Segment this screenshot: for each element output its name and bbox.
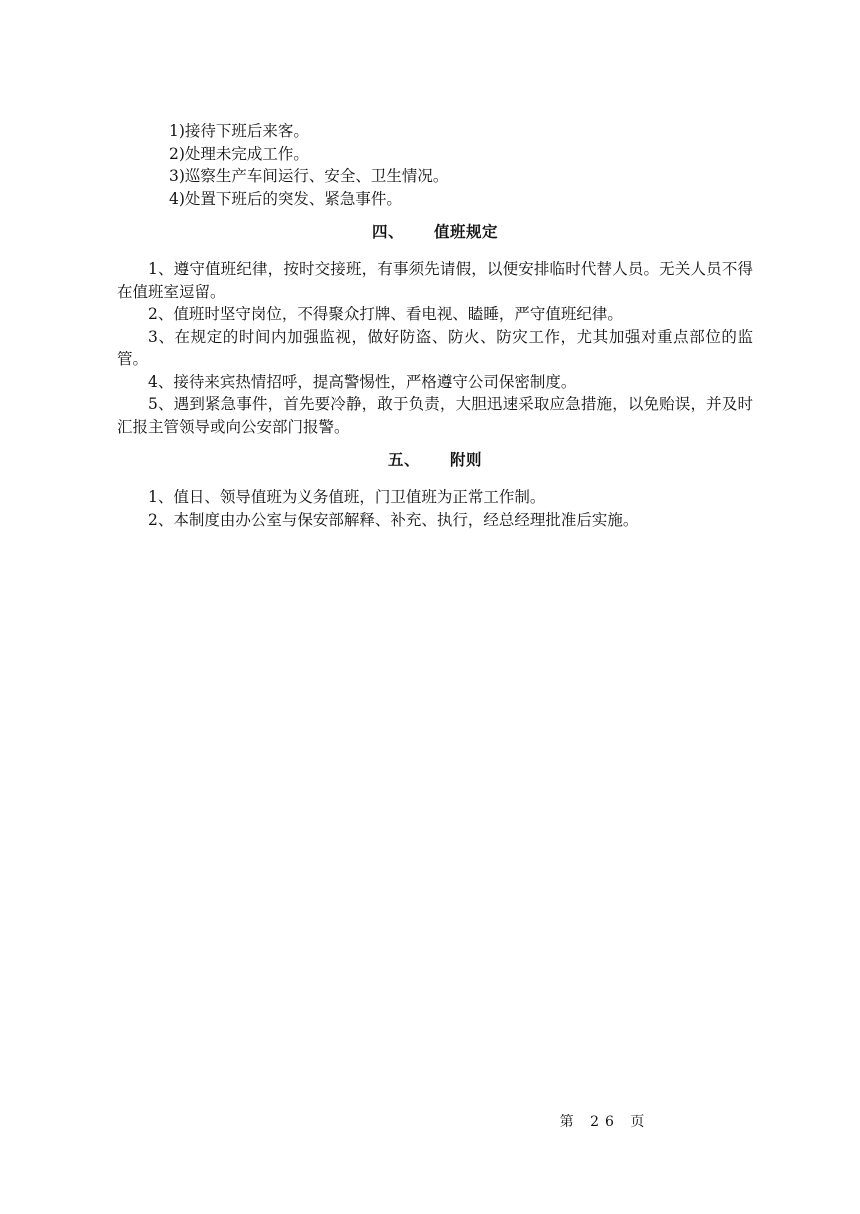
list-item: 3)巡察生产车间运行、安全、卫生情况。 (169, 167, 449, 185)
paragraph: 4、接待来宾热情招呼，提高警惕性，严格遵守公司保密制度。 (148, 372, 577, 391)
document-body (117, 120, 753, 531)
section-number: 五、 (387, 451, 420, 469)
section-title: 值班规定 (434, 223, 499, 241)
paragraph: 2、本制度由办公室与保安部解释、补充、执行，经总经理批准后实施。 (148, 510, 639, 529)
section-heading-4 (117, 221, 753, 243)
section-heading-5 (117, 449, 753, 471)
section-5-body (117, 486, 753, 531)
section-title: 附则 (450, 451, 483, 469)
page-number: 第 26 页 (559, 1114, 651, 1130)
section-4-body (117, 258, 753, 438)
page-footer (0, 1112, 860, 1132)
paragraph: 3、在规定的时间内加强监视，做好防盗、防火、防灾工作，尤其加强对重点部位的监管。 (117, 327, 753, 368)
paragraph: 5、遇到紧急事件，首先要冷静，敢于负责，大胆迅速采取应急措施，以免贻误，并及时汇报主管领导或向公安部门报警。 (117, 395, 753, 436)
list-item: 4)处置下班后的突发、紧急事件。 (169, 189, 402, 208)
list-item: 1)接待下班后来客。 (169, 122, 309, 140)
list-item: 2)处理未完成工作。 (169, 144, 309, 163)
paragraph: 1、遵守值班纪律，按时交接班，有事须先请假，以便安排临时代替人员。无关人员不得在值班室逗留。 (117, 260, 753, 301)
section-number: 四、 (371, 223, 404, 241)
paragraph: 2、值班时坚守岗位，不得聚众打牌、看电视、瞌睡，严守值班纪律。 (148, 305, 623, 323)
sub-list (117, 120, 753, 210)
paragraph: 1、值日、领导值班为义务值班，门卫值班为正常工作制。 (148, 488, 546, 506)
